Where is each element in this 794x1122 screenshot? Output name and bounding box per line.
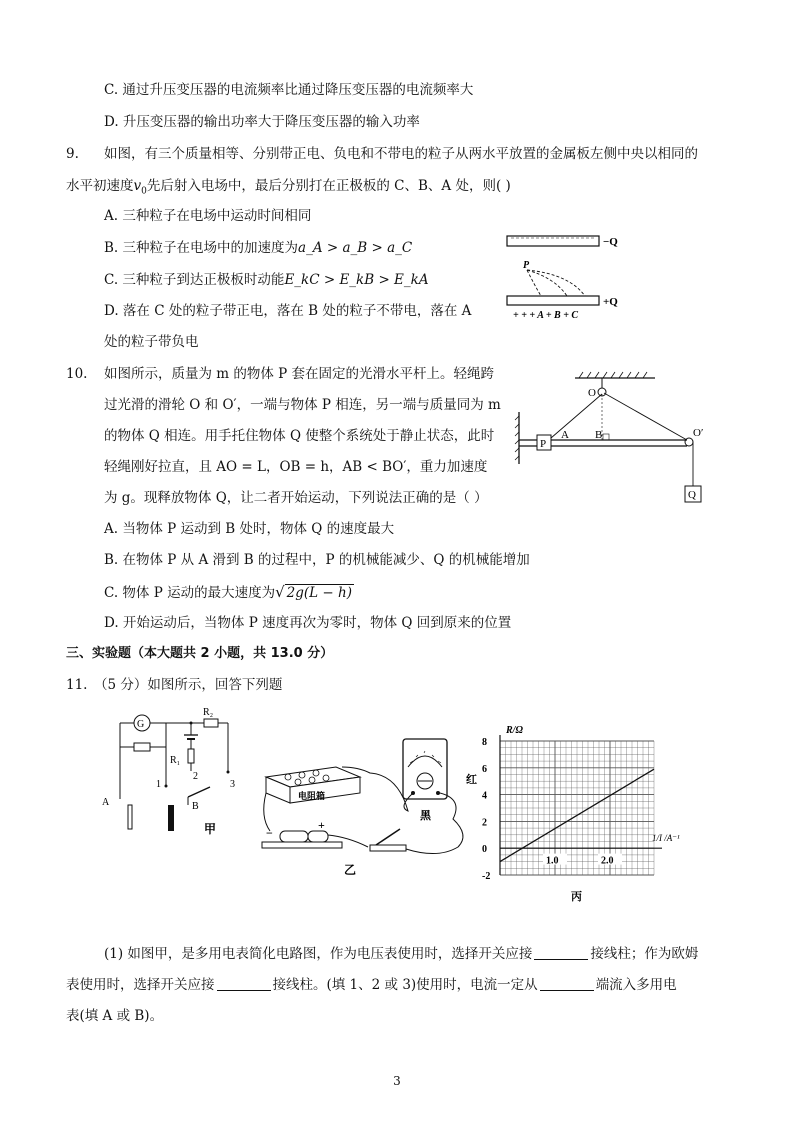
q9-p-label: P (523, 260, 530, 271)
jia-a-label: A (102, 797, 110, 808)
q11-fig-jia-circuit (100, 705, 240, 840)
q9-option-d-line1: D. 落在 C 处的粒子带正电，落在 B 处的粒子不带电，落在 A (104, 303, 472, 319)
q10-line5: 为 g。现释放物体 Q，让二者开始运动，下列说法正确的是（ ） (104, 490, 488, 506)
x-tick-label: 1.0 (546, 855, 559, 867)
q10-line1: 如图所示，质量为 m 的物体 P 套在固定的光滑水平杆上。轻绳跨 (104, 366, 495, 382)
jia-b-label: B (192, 801, 199, 812)
q10-option-c: C. 物体 P 运动的最大速度为√ 2g(L − h) (104, 583, 352, 601)
jia-caption: 甲 (204, 822, 217, 836)
q11-fig-bing-graph (478, 723, 688, 903)
q9-option-b: B. 三种粒子在电场中的加速度为a_A > a_B > a_C (104, 240, 413, 256)
q10-line4: 轻绳刚好拉直，且 AO = L，OB = h，AB < BO′，重力加速度 (104, 459, 488, 475)
q9-capacitor-figure (505, 228, 625, 328)
yi-red-label: 红 (466, 774, 477, 786)
q8-option-d: D. 升压变压器的输出功率大于降压变压器的输入功率 (104, 114, 420, 130)
q10-label-p: P (540, 438, 547, 450)
blank-3[interactable] (540, 976, 594, 991)
q9-option-a: A. 三种粒子在电场中运动时间相同 (104, 208, 312, 224)
y-tick-label: 8 (482, 737, 487, 748)
jia-g-label: G (137, 719, 145, 730)
y-tick-label: 6 (482, 763, 487, 775)
section-3-heading: 三、实验题（本大题共 2 小题，共 13.0 分） (66, 646, 334, 661)
yi-caption: 乙 (344, 863, 357, 877)
q9-option-c: C. 三种粒子到达正极板时动能E_kC > E_kB > E_kA (104, 272, 429, 288)
yi-black-label: 黑 (420, 810, 431, 822)
jia-r1-label: R₁ (170, 755, 181, 766)
q11-fig-yi-apparatus (258, 737, 490, 877)
q10-line3: 的物体 Q 相连。用手托住物体 Q 使整个系统处于静止状态，此时 (104, 428, 495, 444)
jia-terminal-2: 2 (193, 771, 198, 782)
jia-r2-label: R₂ (203, 707, 214, 718)
q9-pos-label: +Q (603, 296, 618, 308)
yi-plus-label: + (318, 818, 325, 832)
q9-option-d-line2: 处的粒子带负电 (104, 334, 199, 350)
bing-ylabel: R/Ω (506, 725, 523, 736)
y-tick-label: 4 (482, 790, 487, 802)
yi-box-label: 电阻箱 (298, 791, 326, 801)
q11-sub1-line2: 表使用时，选择开关应接 接线柱。(填 1、2 或 3)使用时，电流一定从 端流入多用电 (66, 977, 677, 993)
q10-label-b: B (595, 429, 603, 441)
q11-number: 11. (66, 677, 88, 693)
x-tick-label: 2.0 (601, 855, 614, 867)
q10-label-o2: O′ (693, 427, 704, 439)
y-tick-label: 0 (482, 844, 487, 856)
q9-neg-label: −Q (603, 236, 618, 248)
q11-stem: （5 分）如图所示，回答下列题 (94, 677, 283, 693)
blank-1[interactable] (534, 945, 588, 960)
q11-sub1-line3: 表(填 A 或 B)。 (66, 1008, 164, 1024)
y-tick-label: 2 (482, 817, 487, 829)
q10-option-d: D. 开始运动后，当物体 P 速度再次为零时，物体 Q 回到原来的位置 (104, 615, 512, 631)
q10-label-q: Q (688, 489, 696, 501)
q9-stem-line2: 水平初速度$v_0$先后射入电场中，最后分别打在正极板的 C、B、A 处，则( ) (66, 178, 511, 197)
bing-grid (500, 735, 662, 875)
q9-plate-labels: + + + A + B + C (513, 310, 579, 321)
q10-label-a: A (561, 429, 569, 441)
yi-minus-label: − (266, 826, 273, 840)
blank-2[interactable] (217, 976, 271, 991)
bing-caption: 丙 (571, 891, 582, 903)
q9-number: 9. (66, 146, 79, 162)
q8-option-c: C. 通过升压变压器的电流频率比通过降压变压器的电流频率大 (104, 82, 474, 98)
q10-option-b: B. 在物体 P 从 A 滑到 B 的过程中，P 的机械能减少、Q 的机械能增加 (104, 552, 530, 568)
q10-label-o: O (588, 387, 596, 399)
y-tick-label: -2 (482, 871, 491, 882)
bing-xlabel: 1/I /A⁻¹ (652, 833, 680, 843)
jia-terminal-1: 1 (156, 779, 161, 790)
q11-sub1-line1: (1) 如图甲，是多用电表简化电路图，作为电压表使用时，选择开关应接 接线柱；作为欧姆 (104, 946, 699, 962)
q10-pulley-figure (515, 372, 715, 512)
jia-terminal-3: 3 (230, 779, 235, 790)
q9-stem-line1: 如图，有三个质量相等、分别带正电、负电和不带电的粒子从两水平放置的金属板左侧中央以相同的 (104, 146, 698, 162)
q10-line2: 过光滑的滑轮 O 和 O′，一端与物体 P 相连，另一端与质量同为 m (104, 397, 501, 413)
page-number: 3 (393, 1074, 401, 1088)
q10-option-a: A. 当物体 P 运动到 B 处时，物体 Q 的速度最大 (104, 521, 395, 537)
q10-number: 10. (66, 366, 88, 382)
